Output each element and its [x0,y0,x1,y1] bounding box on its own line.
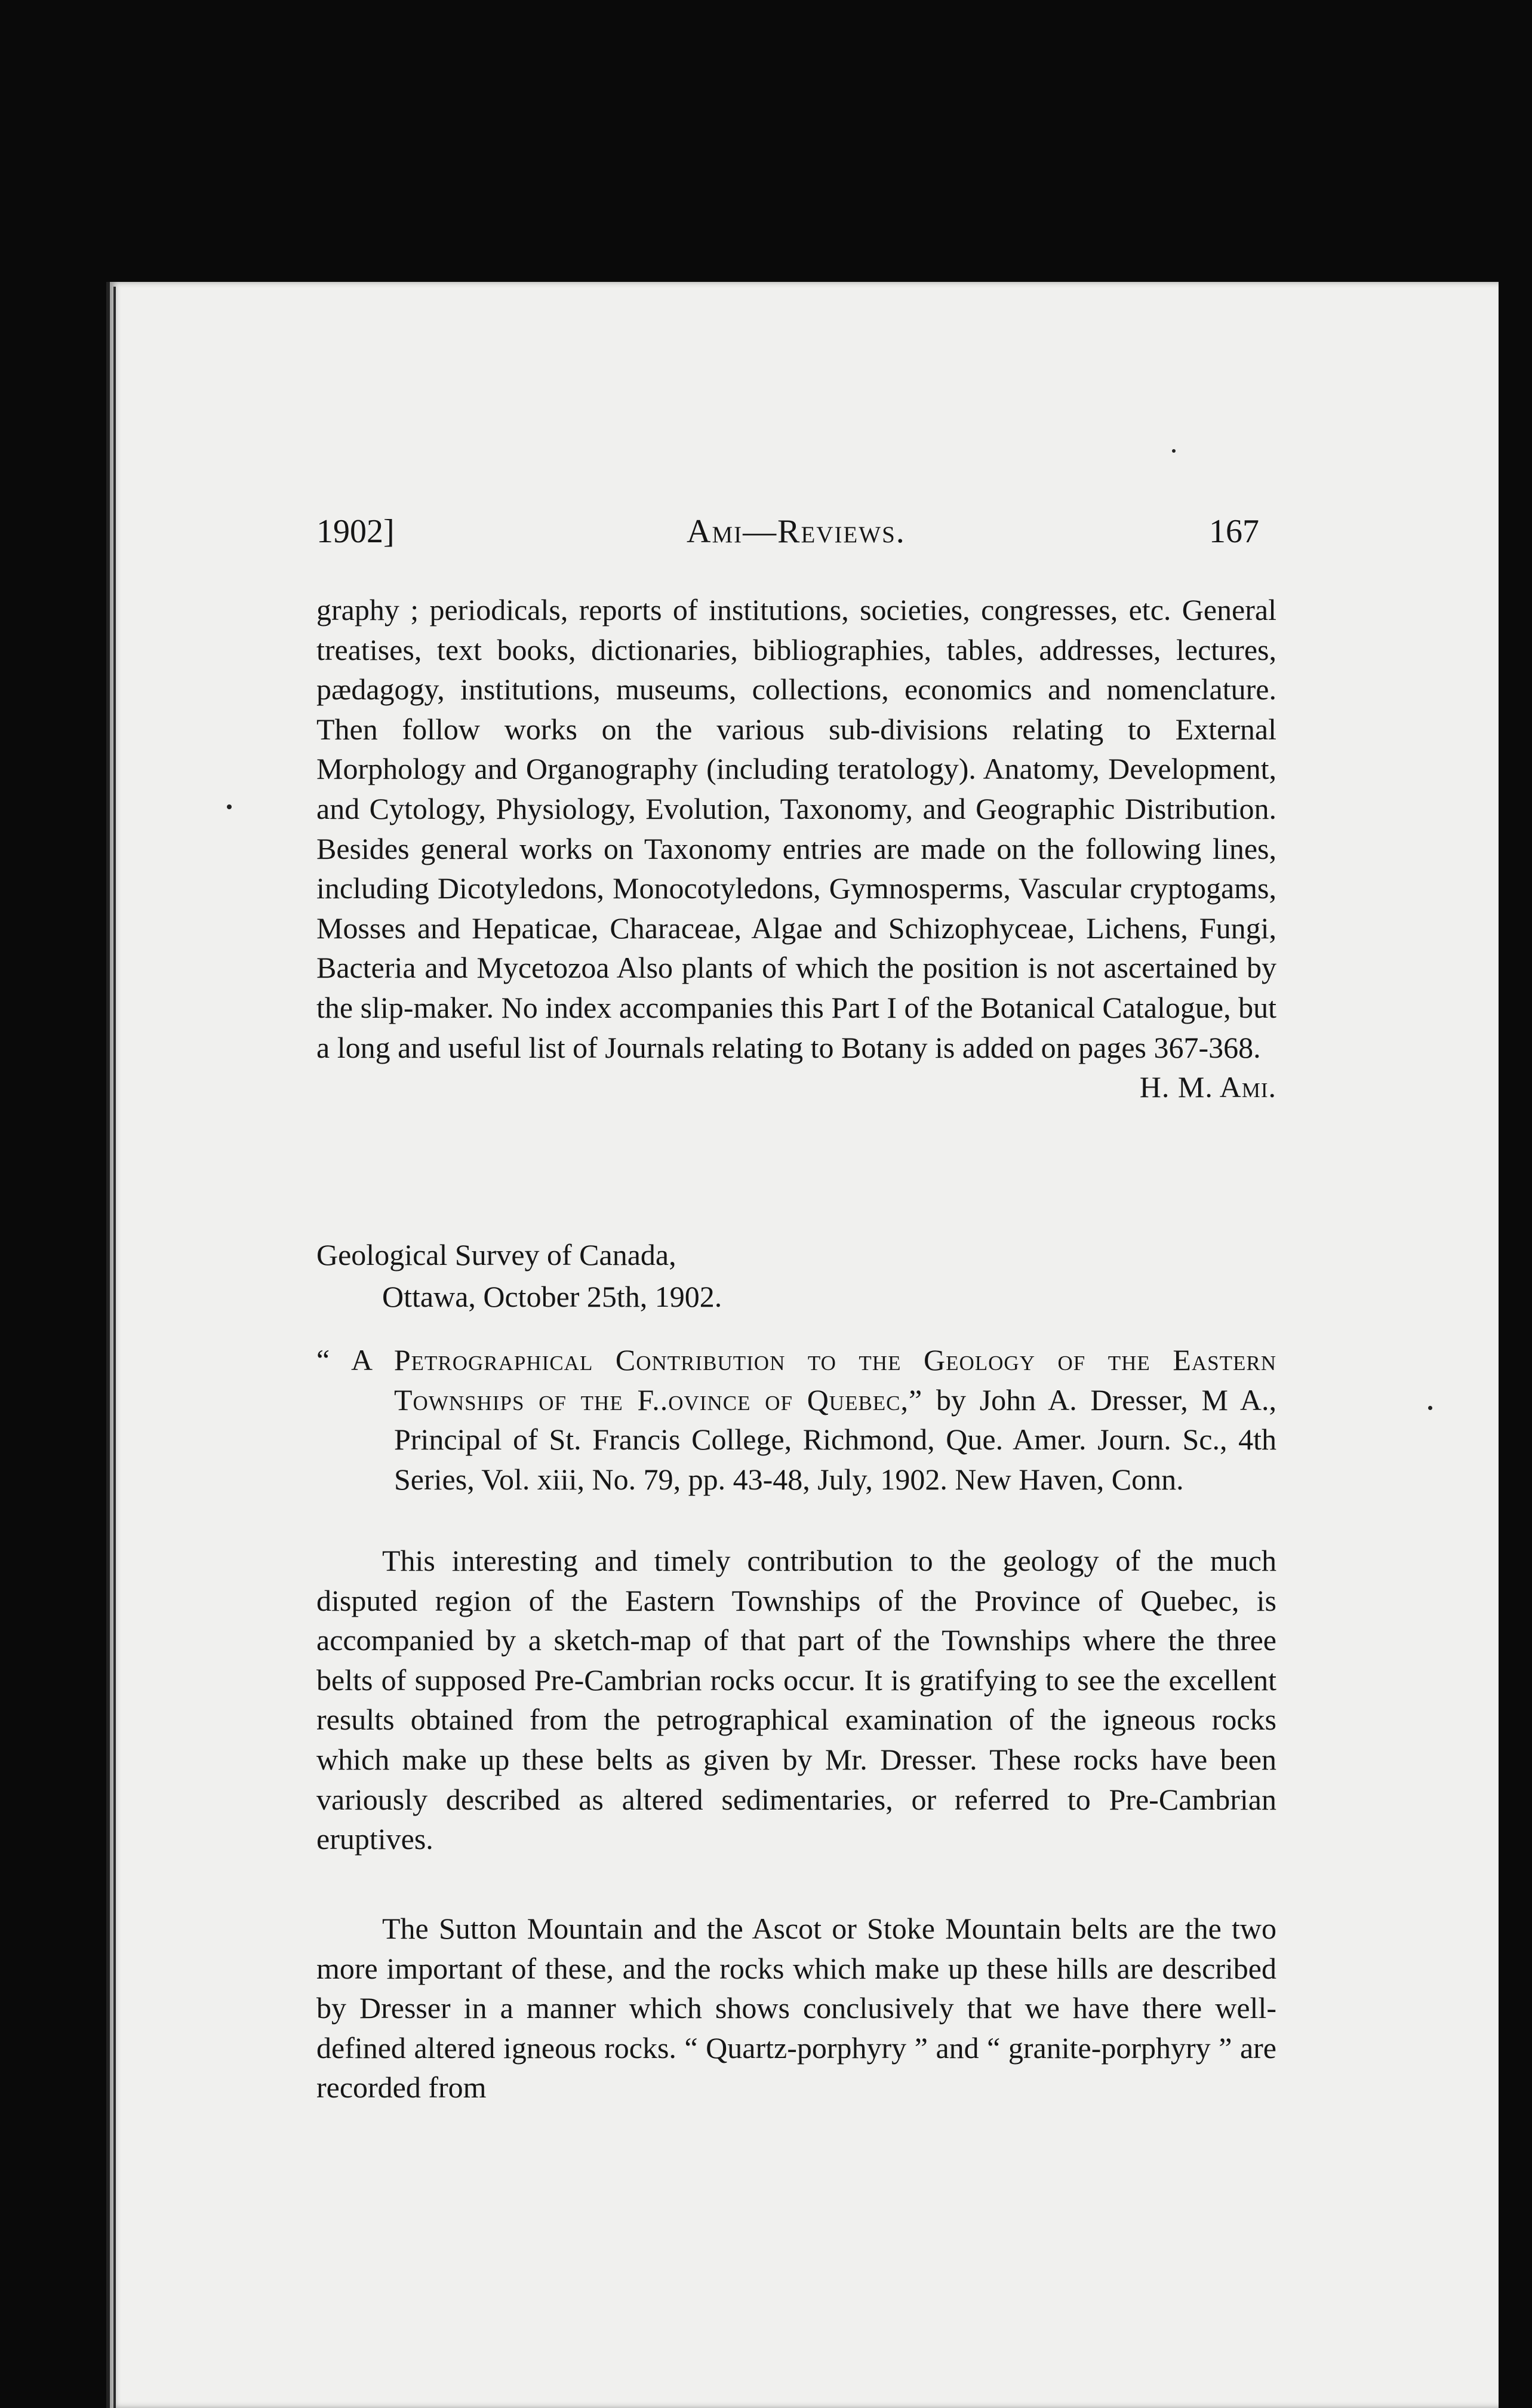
review-paragraph-text: The Sutton Mountain and the Ascot or Stoke Mountain belts are the two more important of these, and the rocks which make up these hills are described by Dresser in a manner which shows conclusively that we have there well-defined altered igneous rocks. “ Quartz-porphyry ” and “ granite-porphyry ” are recorded from [316,1912,1276,2105]
paper-speck [227,804,232,809]
review-paragraph-text: This interesting and timely contribution to the geology of the much disputed region of the Eastern Townships of the Province of Quebec, is accompanied by a sketch-map of that part of the Townships where the three belts of supposed Pre-Cambrian rocks occur. It is gratifying to see the excellent results obtained from the petrographical examination of the igneous rocks which make up these belts as given by Mr. Dresser. These rocks have been variously described as altered sedimentaries, or referred to Pre-Cambrian eruptives. [316,1544,1276,1856]
paper-speck [1428,1406,1432,1410]
citation-details: by John A. Dresser, M A., Principal of St. Francis College, Richmond, Que. Amer. Journ. Sc., 4th Series, Vol. xiii, No. 79, pp. 43-48, July, 1902. New Haven, Conn. [394,1383,1276,1496]
review-citation [316,1340,1276,1499]
review-paragraph [316,1909,1276,2108]
citation-title: “ A Petrographical Contribution to the Geology of the Eastern Townships of the F..ovince of Quebec,” [316,1343,1276,1417]
review-paragraph: graphy ; periodicals, reports of institutions, societies, congresses, etc. General treatises, text books, dictionaries, bibliographies, tables, addresses, lectures, pædagogy, institutions, museums, collections, economics and nomenclature. Then follow works on the various sub-divisions relating to External Morphology and Organography (including teratology). Anatomy, Development, and Cytology, Physiology, Evolution, Taxonomy, and Geographic Distribution. Besides general works on Taxonomy entries are made on the following lines, including Dicotyledons, Monocotyledons, Gymnosperms, Vascular cryptogams, Mosses and Hepaticae, Characeae, Algae and Schizophyceae, Lichens, Fungi, Bacteria and Mycetozoa Also plants of which the position is not ascertained by the slip-maker. No index accompanies this Part I of the Botanical Catalogue, but a long and useful list of Journals relating to Botany is added on pages 367-368. [316,593,1276,1064]
review-date: Ottawa, October 25th, 1902. [382,1280,722,1313]
review-paragraph [316,1541,1276,1859]
reviewer-signature: H. M. Ami. [1139,1070,1276,1104]
running-head-year: 1902] [316,513,395,550]
page-gutter [113,287,116,2408]
paper-speck [1172,449,1176,453]
reviewer-affiliation: Geological Survey of Canada, [316,1238,676,1271]
running-head-title: Ami—Reviews. [687,513,906,550]
review-continuation [316,590,1276,1107]
page-number: 167 [1209,513,1259,550]
